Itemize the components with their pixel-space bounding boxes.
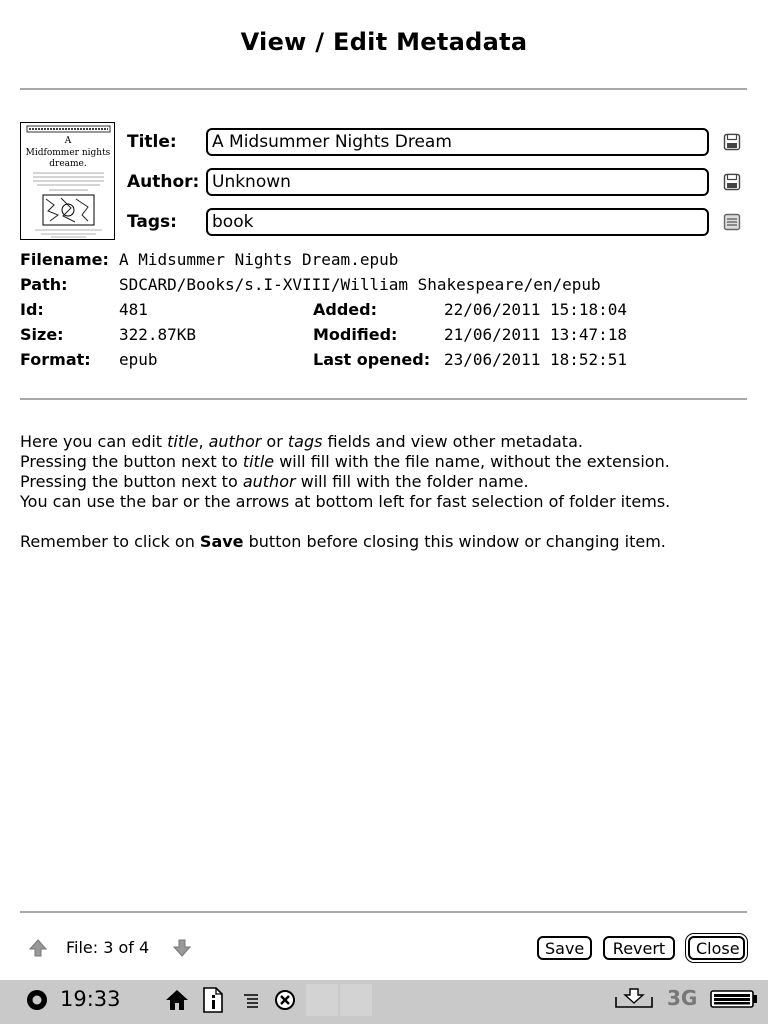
cover-art-icon (21, 123, 115, 240)
cover-line3: dreame. (49, 159, 87, 169)
last-opened-value: 23/06/2011 18:52:51 (444, 350, 628, 369)
help-text (20, 432, 750, 552)
save-button[interactable]: Save (537, 936, 592, 960)
bottom-divider (20, 911, 747, 913)
title-input[interactable]: A Midsummer Nights Dream (206, 128, 709, 156)
help-line-4: You can use the bar or the arrows at bottom left for fast selection of folder items. (20, 492, 671, 511)
tags-label: Tags: (127, 212, 177, 232)
home-icon[interactable] (164, 988, 190, 1012)
size-value: 322.87KB (119, 325, 197, 344)
clock: 19:33 (60, 987, 121, 1011)
cover-line2: Midfommer nights (25, 148, 111, 158)
modified-value: 21/06/2011 13:47:18 (444, 325, 628, 344)
format-value: epub (119, 350, 158, 369)
empty-task-slot-2 (340, 984, 372, 1016)
tags-input[interactable]: book (206, 208, 709, 236)
format-label: Format: (20, 350, 91, 369)
path-label: Path: (20, 275, 68, 294)
help-line-5: Remember to click on Save button before closing this window or changing item. (20, 532, 666, 551)
power-icon[interactable] (26, 989, 48, 1011)
middle-divider (20, 398, 747, 400)
revert-button[interactable]: Revert (603, 936, 675, 960)
download-tray-icon[interactable] (614, 987, 654, 1009)
close-button[interactable]: Close (688, 936, 745, 960)
id-label: Id: (20, 300, 44, 319)
menu-list-icon[interactable] (242, 992, 260, 1010)
file-position: File: 3 of 4 (66, 938, 150, 957)
info-icon[interactable] (202, 986, 224, 1014)
battery-icon (710, 989, 758, 1009)
help-line-3: Pressing the button next to author will fill with the folder name. (20, 472, 529, 491)
title-label: Title: (127, 132, 177, 152)
empty-task-slot-1 (306, 984, 338, 1016)
author-input[interactable]: Unknown (206, 168, 709, 196)
author-fill-disk-icon[interactable] (723, 173, 741, 191)
added-label: Added: (313, 300, 377, 319)
added-value: 22/06/2011 15:18:04 (444, 300, 628, 319)
help-line-1: Here you can edit title, author or tags fields and view other metadata. (20, 432, 583, 451)
filename-value: A Midsummer Nights Dream.epub (119, 250, 399, 269)
modified-label: Modified: (313, 325, 398, 344)
size-label: Size: (20, 325, 64, 344)
path-value: SDCARD/Books/s.I-XVIII/William Shakespeare/en/epub (119, 275, 601, 294)
book-cover-thumbnail (20, 122, 115, 240)
author-label: Author: (127, 172, 200, 192)
tags-list-icon[interactable] (723, 213, 741, 231)
title-fill-disk-icon[interactable] (723, 133, 741, 151)
network-3g-indicator: 3G (667, 986, 698, 1010)
top-divider (20, 88, 747, 90)
help-line-2: Pressing the button next to title will fill with the file name, without the extension. (20, 452, 670, 471)
previous-file-arrow-icon[interactable] (28, 938, 48, 958)
cover-line1: A (64, 136, 72, 146)
next-file-arrow-icon[interactable] (172, 938, 192, 958)
filename-label: Filename: (20, 250, 109, 269)
last-opened-label: Last opened: (313, 350, 431, 369)
id-value: 481 (119, 300, 148, 319)
page-title: View / Edit Metadata (240, 28, 528, 56)
close-circle-icon[interactable] (274, 989, 296, 1011)
